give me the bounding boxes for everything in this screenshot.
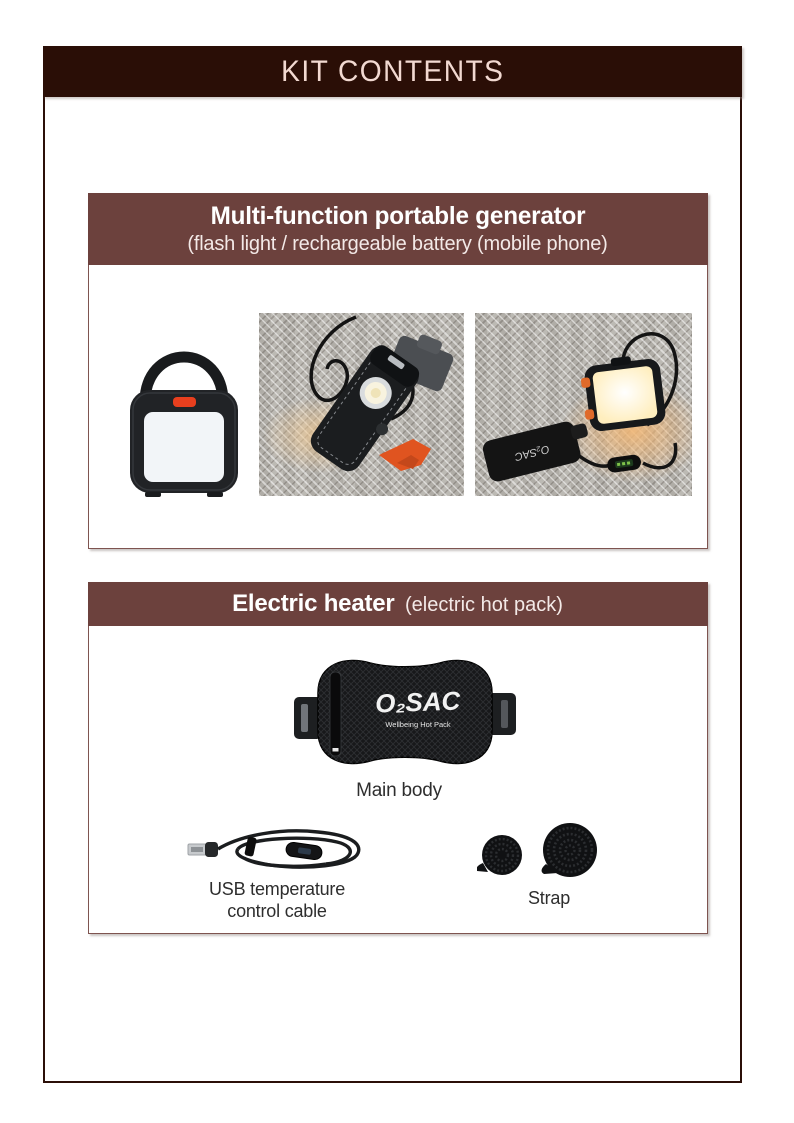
generator-section-header [88,193,708,265]
flashlight-mode-photo [259,313,464,496]
usb-cable-label-line2: control cable [227,900,327,921]
lantern-lit-with-hotpack-photo [475,313,692,496]
generator-section [88,193,708,549]
heater-subtitle: (electric hot pack) [405,593,563,616]
strap-illustration [477,821,607,881]
hotpack-illustration [294,651,516,773]
page-title: KIT CONTENTS [280,54,505,88]
usb-cable-label [137,879,417,923]
hotpack-logo-text: O₂SAC [374,685,461,719]
flashlight-scene [259,313,464,496]
heater-section-header [88,582,708,626]
usb-cable-image [186,823,368,873]
page-header [43,46,742,97]
heater-section [88,582,708,934]
strap-label: Strap [527,888,571,908]
lit-lantern-scene [475,313,692,496]
hotpack-main-body-image [294,651,516,773]
usb-cable-illustration [186,823,368,873]
main-body-label: Main body [356,780,442,801]
generator-subtitle: (flash light / rechargeable battery (mobile phone) [187,232,608,255]
heater-title: Electric heater [232,589,395,617]
strap-image [477,821,607,881]
hotpack-logo-subtext: Wellbeing Hot Pack [385,720,451,729]
lantern-product-photo [123,313,245,499]
lantern-illustration [123,313,245,499]
usb-cable-label-line1: USB temperature [208,879,346,899]
generator-title: Multi-function portable generator [210,201,585,230]
pouch-logo-text: O₂SAC [513,442,551,463]
